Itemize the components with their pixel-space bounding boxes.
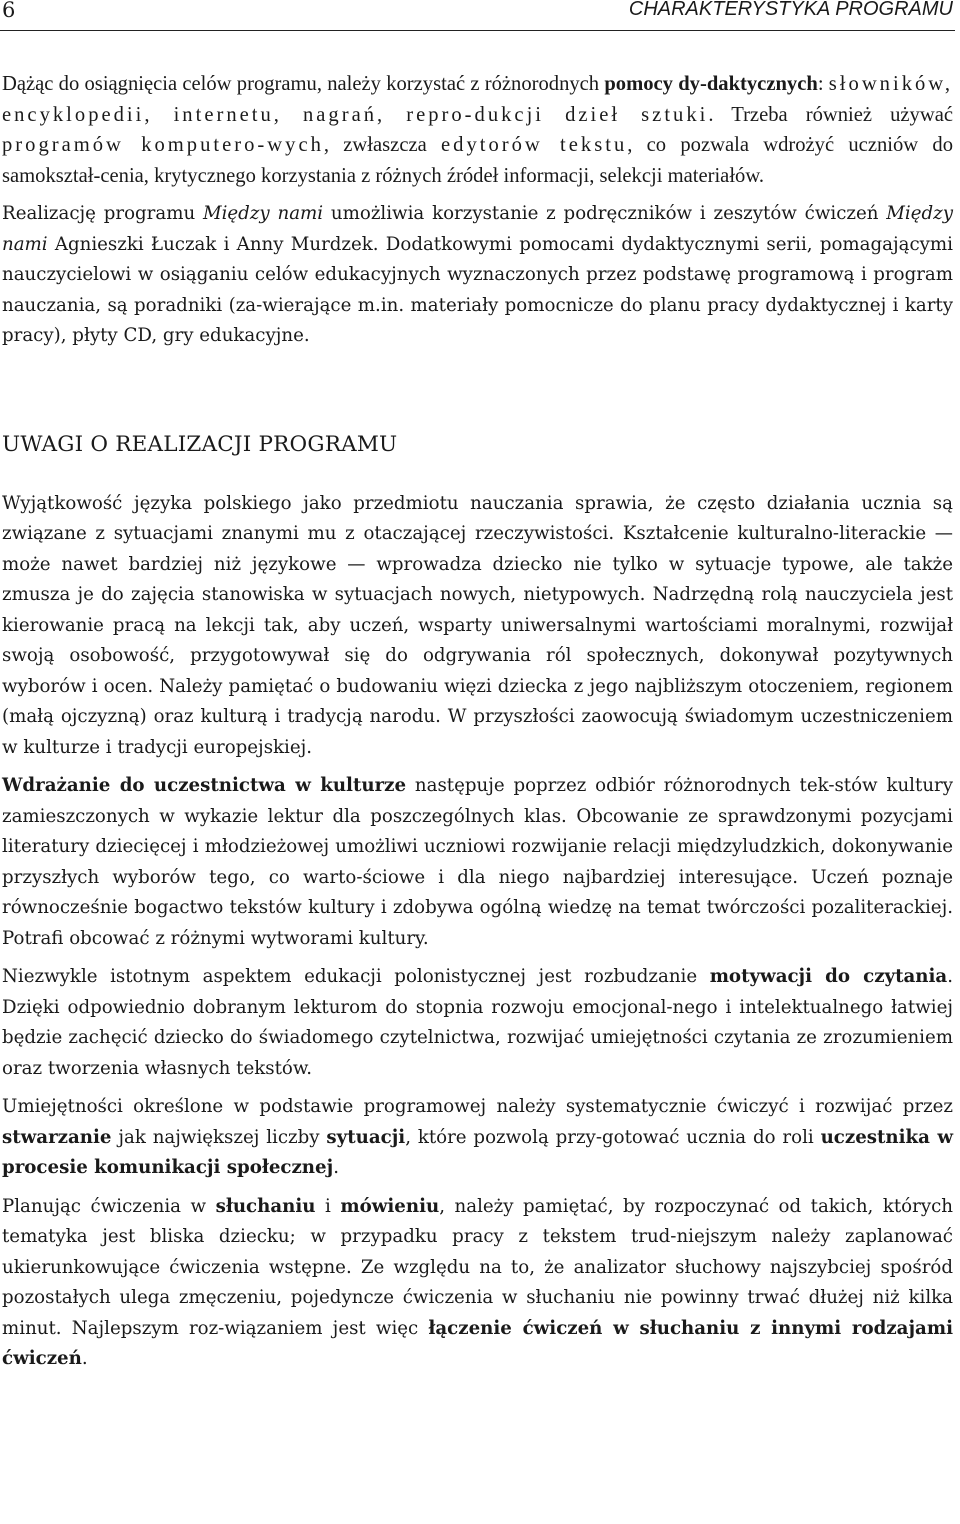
book-title: Między nami: [202, 203, 324, 224]
running-title: CHARAKTERYSTYKA PROGRAMU: [628, 0, 953, 20]
text: umożliwia korzystanie z podręczników i zeszytów ćwiczeń: [323, 203, 887, 224]
text: . Trzeba również używać: [708, 103, 953, 126]
page-body: [2, 69, 953, 1375]
emphasis-bold: Wdrażanie do uczestnictwa w kulturze: [2, 775, 407, 796]
book-title: Między nami: [2, 203, 953, 255]
paragraph-culture-participation: [2, 771, 953, 954]
text: Planując ćwiczenia w: [2, 1195, 216, 1217]
page-header: [0, 0, 955, 31]
emphasis-bold: pomocy dy-daktycznych: [604, 73, 818, 95]
paragraph-teaching-aids: [2, 69, 953, 191]
paragraph-reading-motivation: [2, 962, 953, 1084]
text: , należy pamiętać, by rozpoczynać od takich, których tematyka jest bliska dziecku; w przypadku pracy z tekstem trud-niejszym należy zaplanować ukierunkowujące ćwiczenia wstępne. Ze względu na to, że analizator słuchowy najszybciej spośród pozostałych ulega zmęczeniu, pojedyncze ćwiczenia w słuchaniu nie powinny trwać dłużej niż kilka minut. Najlepszym roz-wiązaniem jest więc: [2, 1195, 953, 1339]
text: . Dzięki odpowiednio dobranym lekturom do stopnia rozwoju emocjonal-nego i intelektualnego łatwiej będzie zachęcić dziecko do świadomego czytelnictwa, rozwijać umiejętności czytania ze zrozumieniem oraz tworzenia własnych tekstów.: [2, 966, 953, 1079]
text: .: [333, 1157, 339, 1178]
page-number: 6: [2, 0, 16, 22]
emphasis-bold: łączenie ćwiczeń w słuchaniu z innymi rodzajami ćwiczeń: [2, 1317, 953, 1369]
paragraph-language-uniqueness: Wyjątkowość języka polskiego jako przedmiotu nauczania sprawia, że często działania ucznia są związane z sytuacjami znanymi mu z otaczającej rzeczywistości. Kształcenie kulturalno-literackie — może nawet bardziej niż językowe — wprowadza dziecko nie tylko w sytuacje typowe, ale także zmusza je do zajęcia stanowiska w sytuacjach nowych, nietypowych. Nadrzędną rolą nauczyciela jest kierowanie pracą na lekcji tak, aby uczeń, wsparty uniwersalnymi wartościami moralnymi, rozwijał swoją osobowość, przygotowywał się do odgrywania ról społecznych, dokonywał pozytywnych wyborów i ocen. Należy pamiętać o budowaniu więzi dziecka z jego najbliższym otoczeniem, regionem (małą ojczyzną) oraz kulturą i tradycją narodu. W przyszłości zaowocują świadomym uczestniczeniem w kulturze i tradycji europejskiej.: [2, 492, 953, 758]
emphasis-spaced: słowników, encyklopedii, internetu, nagrań, repro-dukcji dzieł sztuki: [2, 73, 953, 126]
section-heading: UWAGI O REALIZACJI PROGRAMU: [2, 431, 398, 457]
paragraph-program-materials: [2, 199, 953, 352]
text: Umiejętności określone w podstawie programowej należy systematycznie ćwiczyć i rozwijać przez: [2, 1096, 953, 1117]
emphasis-bold: stwarzanie: [2, 1126, 112, 1148]
paragraph-skills-practice: [2, 1092, 953, 1184]
emphasis-bold: mówieniu: [340, 1195, 440, 1217]
paragraph-listening-speaking: [2, 1192, 953, 1375]
text: Dążąc do osiągnięcia celów programu, należy korzystać z różnorodnych: [2, 73, 605, 95]
text: Realizację programu: [2, 203, 203, 224]
emphasis-bold: słuchaniu: [215, 1195, 316, 1217]
emphasis-spaced: programów komputero-wych: [2, 134, 324, 156]
emphasis-spaced: edytorów tekstu: [441, 134, 628, 156]
text: następuje poprzez odbiór różnorodnych tek-stów kultury zamieszczonych w wykazie lektur dla poszczególnych klas. Obcowanie ze sprawdzonymi pozycjami literatury dziecięcej i młodzieżowej umożliwi uczniowi rozwijanie relacji międzyludzkich, dokonywanie przyszłych wyborów tego, co warto-ściowe i dla niego najbardziej interesujące. Uczeń poznaje równocześnie bogactwo tekstów kultury i zdobywa ogólną wiedzę na temat twórczości pozaliterackiej. Potrafi obcować z różnymi wytworami kultury.: [2, 775, 953, 949]
text: , zwłaszcza: [323, 134, 442, 156]
text: :: [817, 73, 829, 95]
text: Niezwykle istotnym aspektem edukacji polonistycznej jest rozbudzanie: [2, 966, 710, 987]
text: , które pozwolą przy-gotować ucznia do roli: [405, 1126, 821, 1148]
text: i: [315, 1195, 341, 1217]
text: Agnieszki Łuczak i Anny Murdzek. Dodatkowymi pomocami dydaktycznymi serii, pomagającymi nauczycielowi w osiąganiu celów edukacyjnych wyznaczonych przez podstawę programową i program nauczania, są poradniki (za-wierające m.in. materiały pomocnicze do planu pracy dydaktycznej i karty pracy), płyty CD, gry edukacyjne.: [2, 233, 953, 346]
text: , co pozwala wdrożyć uczniów do samokształ-cenia, krytycznego korzystania z różnych źródeł informacji, selekcji materiałów.: [2, 134, 953, 187]
text: jak największej liczby: [111, 1126, 327, 1148]
emphasis-bold: motywacji do czytania: [709, 966, 948, 987]
emphasis-bold: uczestnika w procesie komunikacji społecznej: [2, 1126, 953, 1178]
emphasis-bold: sytuacji: [326, 1126, 406, 1148]
text: .: [81, 1348, 88, 1369]
